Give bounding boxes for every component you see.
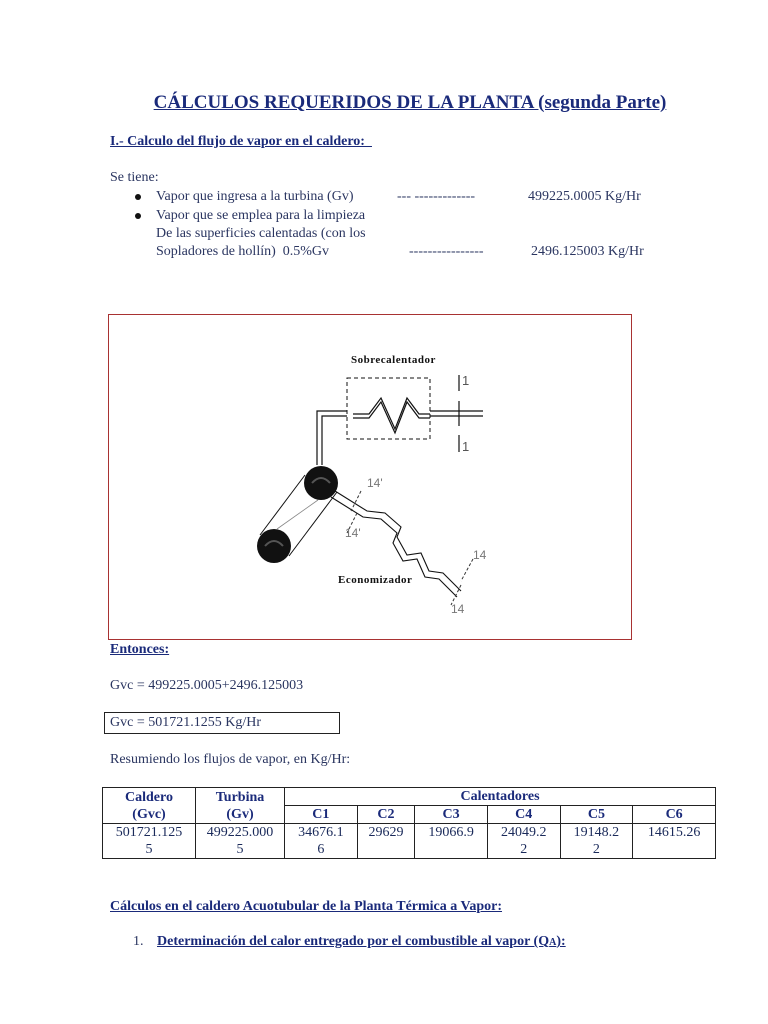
point-1-top-label: 1 (462, 373, 470, 388)
point-1-bottom-label: 1 (462, 439, 470, 454)
turbina-value: 499225.000 5 (196, 824, 285, 859)
calentadores-header: Calentadores (285, 788, 716, 806)
c4-value: 24049.2 2 (487, 824, 560, 859)
c3-value: 19066.9 (415, 824, 488, 859)
tube-bank (260, 475, 305, 535)
c2-header: C2 (357, 806, 415, 824)
point-14p-label: 14' (345, 526, 361, 540)
c6-header: C6 (633, 806, 716, 824)
bullet-item-dashes: --- ------------- (397, 189, 476, 204)
c2-value: 29629 (357, 824, 415, 859)
equation-text: Gvc = 499225.0005+2496.125003 (110, 678, 304, 693)
economizador-label: Economizador (338, 574, 413, 586)
summary-text: Resumiendo los flujos de vapor, en Kg/Hr: (110, 752, 351, 767)
c6-value: 14615.26 (633, 824, 716, 859)
superheater-box (347, 378, 430, 439)
c4-header: C4 (487, 806, 560, 824)
bullet-icon (135, 194, 141, 200)
water-drum (257, 529, 291, 563)
table-row (103, 824, 716, 859)
c1-header: C1 (285, 806, 358, 824)
bullet-item-line: De las superficies calentadas (con los (156, 226, 366, 241)
section2-heading: Cálculos en el caldero Acuotubular de la Planta Térmica a Vapor: (110, 899, 503, 914)
intro-text: Se tiene: (110, 170, 159, 185)
c5-value: 19148.2 2 (560, 824, 633, 859)
point-14-label: 14 (473, 548, 487, 562)
point-14p-label: 14' (367, 476, 383, 490)
turbina-header: Turbina (Gv) (196, 788, 285, 824)
caldero-value: 501721.125 5 (103, 824, 196, 859)
point-14-label: 14 (451, 602, 465, 616)
page-title: CÁLCULOS REQUERIDOS DE LA PLANTA (segunda Parte) (153, 92, 667, 113)
item-heading: Determinación del calor entregado por el combustible al vapor (QA): (157, 934, 566, 949)
entonces-heading: Entonces: (110, 642, 170, 657)
c1-value: 34676.1 6 (285, 824, 358, 859)
table-header-row (103, 788, 716, 806)
bullet-item-value: 2496.125003 Kg/Hr (531, 244, 644, 259)
item-number: 1. (133, 934, 144, 949)
c3-header: C3 (415, 806, 488, 824)
bullet-item-line: Vapor que ingresa a la turbina (Gv) (156, 189, 354, 204)
result-box: Gvc = 501721.1255 Kg/Hr (104, 712, 340, 734)
boiler-diagram-svg (109, 315, 633, 641)
steam-flow-table (102, 787, 716, 859)
bullet-item-value: 499225.0005 Kg/Hr (528, 189, 641, 204)
caldero-header: Caldero (Gvc) (103, 788, 196, 824)
section-heading: I.- Calculo del flujo de vapor en el caldero: (110, 134, 372, 149)
bullet-item-line: Sopladores de hollín) 0.5%Gv (156, 244, 330, 259)
c5-header: C5 (560, 806, 633, 824)
bullet-icon (135, 213, 141, 219)
sobrecalentador-label: Sobrecalentador (351, 354, 436, 366)
steam-drum (304, 466, 338, 500)
bullet-item-dashes: ---------------- (409, 244, 484, 259)
bullet-item-line: Vapor que se emplea para la limpieza (156, 208, 366, 223)
boiler-diagram (108, 314, 632, 640)
